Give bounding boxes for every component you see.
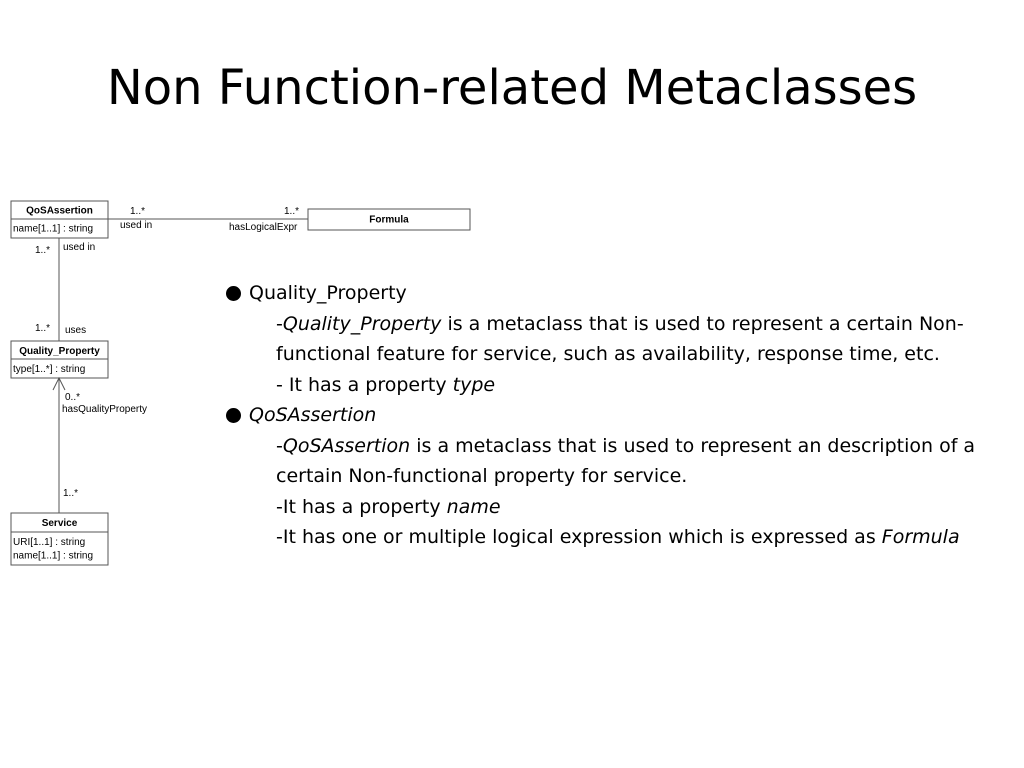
assoc-quality-service-source-role: hasQualityProperty (62, 404, 148, 415)
class-service-name: Service (41, 518, 78, 529)
association-quality-service (53, 378, 147, 513)
line-emphasis: QoSAssertion (282, 434, 411, 457)
line-rest: is a metaclass that is used to represent a certain Non-functional feature for service, such as availability, response time, etc. (276, 312, 964, 365)
line-prefix: - (276, 312, 283, 335)
bullet-list (226, 278, 1006, 553)
class-service (11, 513, 108, 565)
association-qos-quality (35, 238, 95, 341)
class-formula-name: Formula (369, 214, 409, 226)
assoc-qos-quality-source-role: used in (63, 242, 96, 253)
assoc-qos-formula-target-role: hasLogicalExpr (229, 222, 298, 233)
line-prefix: - It has a property (276, 373, 453, 396)
bullet-quality-property-line-1 (226, 309, 976, 370)
line-emphasis: name (446, 495, 501, 518)
line-emphasis: Formula (881, 526, 960, 548)
assoc-quality-service-target-mult: 1..* (63, 488, 79, 499)
assoc-qos-quality-source-mult: 1..* (35, 245, 51, 256)
class-qosassertion-name: QoSAssertion (26, 205, 93, 217)
class-service-attr-uri: URI[1..1] : string (13, 537, 86, 548)
line-prefix: -It has one or multiple logical expression which is expressed as (276, 526, 882, 548)
class-service-attr-name: name[1..1] : string (13, 550, 94, 562)
class-quality-property-attr: type[1..*] : string (13, 364, 86, 375)
association-qos-formula (108, 206, 308, 233)
bullet-quality-property-line-2 (226, 370, 976, 401)
line-rest: is a metaclass that is used to represent an description of a certain Non-functional property for service. (276, 434, 976, 487)
line-prefix: -It has a property (276, 495, 447, 518)
bullet-dot-icon (226, 408, 241, 423)
line-emphasis: Quality_Property (282, 312, 442, 335)
line-prefix: - (276, 434, 283, 457)
assoc-qos-formula-source-role: used in (120, 220, 153, 231)
class-qosassertion-attr: name[1..1] : string (13, 223, 94, 235)
bullet-qosassertion-line-2 (226, 492, 976, 523)
assoc-qos-formula-target-mult: 1..* (284, 206, 300, 217)
assoc-qos-quality-target-role: uses (65, 325, 87, 336)
class-quality-property-name: Quality_Property (19, 346, 100, 357)
assoc-quality-service-source-mult: 0..* (65, 392, 81, 403)
slide-title: Non Function-related Metaclasses (106, 60, 918, 116)
bullet-qosassertion (226, 400, 1006, 431)
bullet-dot-icon (226, 286, 241, 301)
class-formula (308, 209, 470, 230)
assoc-qos-formula-source-mult: 1..* (130, 206, 146, 217)
class-qosassertion (11, 201, 108, 238)
bullet-quality-property-head: Quality_Property (249, 282, 407, 304)
bullet-qosassertion-line-3 (226, 522, 976, 553)
bullet-quality-property (226, 278, 1006, 309)
line-emphasis: type (452, 373, 496, 396)
class-quality-property (11, 341, 108, 378)
bullet-qosassertion-line-1 (226, 431, 976, 492)
bullet-qosassertion-head: QoSAssertion (249, 404, 377, 426)
assoc-qos-quality-target-mult: 1..* (35, 323, 51, 334)
